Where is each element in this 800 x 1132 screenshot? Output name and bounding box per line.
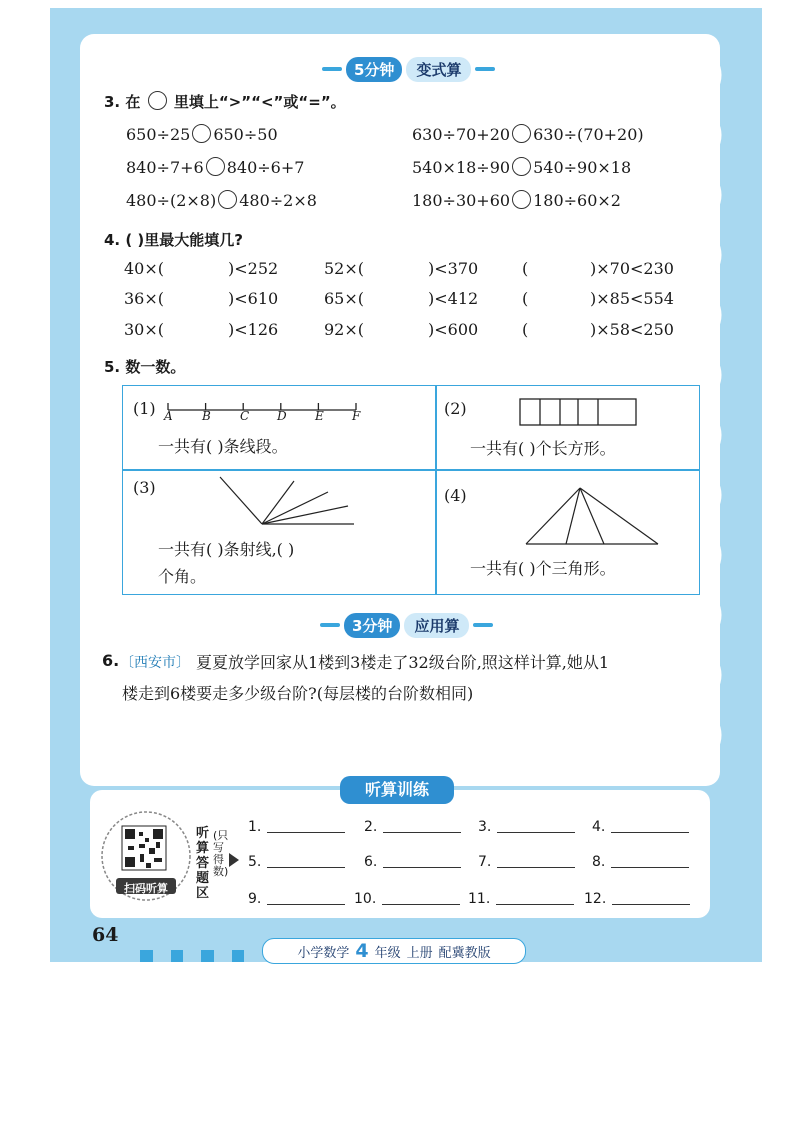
q4-r3-a: 30×(	[124, 320, 165, 339]
answer-number: 3.	[478, 819, 492, 835]
question-6-line1: 夏夏放学回家从1楼到3楼走了32级台阶,照这样计算,她从1	[196, 653, 610, 672]
expr: 540÷90×18	[533, 158, 632, 177]
grid-divider	[123, 469, 699, 471]
expr: 180÷30+60	[412, 191, 511, 210]
answer-number: 12.	[584, 891, 607, 907]
answer-blank[interactable]	[496, 890, 574, 905]
q3-row2-right	[412, 157, 631, 177]
expr: 540×18÷90	[412, 158, 511, 177]
q3-row1-right	[412, 124, 644, 144]
edition-label: 配冀教版	[438, 945, 491, 961]
answer-blank[interactable]	[497, 818, 575, 833]
decor-bar	[140, 950, 153, 962]
subject-label: 小学数学	[297, 945, 350, 961]
cell3-answer-line1: 一共有( )条射线,( )	[158, 540, 295, 559]
ribbon-line	[322, 67, 342, 71]
cell4-number: (4)	[444, 486, 467, 505]
answer-circle[interactable]	[512, 190, 531, 209]
expr: 650÷50	[213, 125, 278, 144]
answer-number: 6.	[364, 854, 378, 870]
answer-slot[interactable]	[364, 818, 461, 835]
section-title: 应用算	[404, 613, 469, 638]
answer-blank[interactable]	[382, 890, 460, 905]
q3-row3-right	[412, 190, 621, 210]
answer-area-note: (只写得数)	[213, 829, 229, 878]
answer-blank[interactable]	[267, 853, 345, 868]
point-label-c: C	[240, 409, 250, 423]
answer-blank[interactable]	[497, 853, 575, 868]
cell1-answer: 一共有( )条线段。	[158, 437, 288, 456]
answer-blank[interactable]	[383, 853, 461, 868]
answer-circle[interactable]	[218, 190, 237, 209]
book-info-badge	[262, 938, 526, 964]
question-5-title: 5. 数一数。	[104, 358, 186, 376]
page-number: 64	[92, 924, 119, 946]
section-header-2	[320, 612, 493, 638]
question-6-line2: 楼走到6楼要走多少级台阶?(每层楼的台阶数相同)	[122, 684, 474, 703]
point-label-d: D	[277, 409, 287, 423]
cell1-number: (1)	[133, 399, 156, 418]
expr: 840÷6+7	[226, 158, 305, 177]
answer-circle[interactable]	[512, 157, 531, 176]
answer-blank[interactable]	[383, 818, 461, 833]
answer-blank[interactable]	[612, 890, 690, 905]
answer-slot[interactable]	[478, 818, 575, 835]
q3-title-head: 3. 在	[104, 93, 141, 111]
q4-r2-f: )×85<554	[590, 289, 674, 308]
q4-r2-e: (	[522, 289, 529, 308]
expr: 650÷25	[126, 125, 191, 144]
point-label-f: F	[352, 409, 361, 423]
cell2-number: (2)	[444, 399, 467, 418]
q4-r1-e: (	[522, 259, 529, 278]
expr: 480÷2×8	[239, 191, 317, 210]
answer-number: 10.	[354, 891, 377, 907]
expr: 630÷(70+20)	[533, 125, 644, 144]
ribbon-line	[475, 67, 495, 71]
answer-slot[interactable]	[354, 890, 460, 907]
answer-slot[interactable]	[592, 853, 689, 870]
answer-circle[interactable]	[192, 124, 211, 143]
answer-slot[interactable]	[364, 853, 461, 870]
line-segment-figure	[160, 398, 370, 426]
footer-decor	[140, 950, 244, 962]
q4-r2-c: 65×(	[324, 289, 365, 308]
question-4-title: 4. ( )里最大能填几?	[104, 231, 243, 249]
answer-slot[interactable]	[248, 853, 345, 870]
source-tag: 〔西安市〕	[120, 655, 190, 671]
q4-r1-b: )<252	[228, 259, 279, 278]
cell3-answer-line2: 个角。	[158, 567, 207, 586]
expr: 840÷7+6	[126, 158, 204, 177]
grade-number: 4	[355, 940, 369, 962]
grade-unit: 年级	[374, 945, 401, 961]
answer-number: 1.	[248, 819, 262, 835]
volume-label: 上册	[406, 945, 433, 961]
cell3-number: (3)	[133, 478, 156, 497]
answer-blank[interactable]	[267, 818, 345, 833]
ribbon-line	[473, 623, 493, 627]
cell4-answer: 一共有( )个三角形。	[470, 559, 616, 578]
pointer-arrow-icon	[229, 853, 239, 867]
q4-r2-b: )<610	[228, 289, 279, 308]
qr-caption: 扫码听算	[124, 882, 168, 895]
answer-number: 4.	[592, 819, 606, 835]
decor-bar	[171, 950, 184, 962]
expr: 180÷60×2	[533, 191, 621, 210]
ribbon-line	[320, 623, 340, 627]
point-label-b: B	[202, 409, 211, 423]
q4-r1-a: 40×(	[124, 259, 165, 278]
q4-r3-e: (	[522, 320, 529, 339]
q4-r1-d: )<370	[428, 259, 479, 278]
expr: 630÷70+20	[412, 125, 511, 144]
answer-number: 11.	[468, 891, 491, 907]
answer-slot[interactable]	[584, 890, 690, 907]
answer-number: 8.	[592, 854, 606, 870]
answer-area-label: 听算答题区	[196, 826, 210, 901]
answer-blank[interactable]	[611, 853, 689, 868]
rays-figure	[218, 474, 358, 530]
timer-badge: 5分钟	[346, 57, 402, 82]
triangles-figure	[524, 486, 660, 548]
answer-slot[interactable]	[478, 853, 575, 870]
answer-number: 2.	[364, 819, 378, 835]
q4-r1-c: 52×(	[324, 259, 365, 278]
answer-slot[interactable]	[248, 818, 345, 835]
decor-bar	[232, 950, 245, 962]
expr: 480÷(2×8)	[126, 191, 217, 210]
rectangles-figure	[518, 398, 640, 428]
q4-r2-d: )<412	[428, 289, 479, 308]
answer-slot[interactable]	[468, 890, 574, 907]
timer-badge: 3分钟	[344, 613, 400, 638]
listening-title: 听算训练	[340, 776, 454, 804]
cell2-answer: 一共有( )个长方形。	[470, 439, 616, 458]
answer-circle[interactable]	[512, 124, 531, 143]
answer-circle[interactable]	[206, 157, 225, 176]
answer-number: 5.	[248, 854, 262, 870]
point-label-a: A	[164, 409, 173, 423]
section-title: 变式算	[406, 57, 471, 82]
circle-icon	[148, 91, 167, 110]
q3-row1-left	[126, 124, 278, 144]
section-header-1	[322, 56, 495, 82]
q4-r1-f: )×70<230	[590, 259, 674, 278]
q4-r3-b: )<126	[228, 320, 279, 339]
q3-title-tail: 里填上“>”“<”或“=”。	[173, 93, 346, 111]
q3-row2-left	[126, 157, 304, 177]
answer-slot[interactable]	[592, 818, 689, 835]
grid-divider	[435, 386, 437, 594]
q4-r2-a: 36×(	[124, 289, 165, 308]
point-label-e: E	[315, 409, 324, 423]
question-3-title	[104, 91, 346, 112]
answer-number: 9.	[248, 891, 262, 907]
decor-bar	[201, 950, 214, 962]
answer-blank[interactable]	[267, 890, 345, 905]
q4-r3-f: )×58<250	[590, 320, 674, 339]
answer-slot[interactable]	[248, 890, 345, 907]
q3-row3-left	[126, 190, 317, 210]
question-6-number: 6.	[102, 651, 120, 670]
q4-r3-d: )<600	[428, 320, 479, 339]
answer-number: 7.	[478, 854, 492, 870]
answer-blank[interactable]	[611, 818, 689, 833]
q4-r3-c: 92×(	[324, 320, 365, 339]
